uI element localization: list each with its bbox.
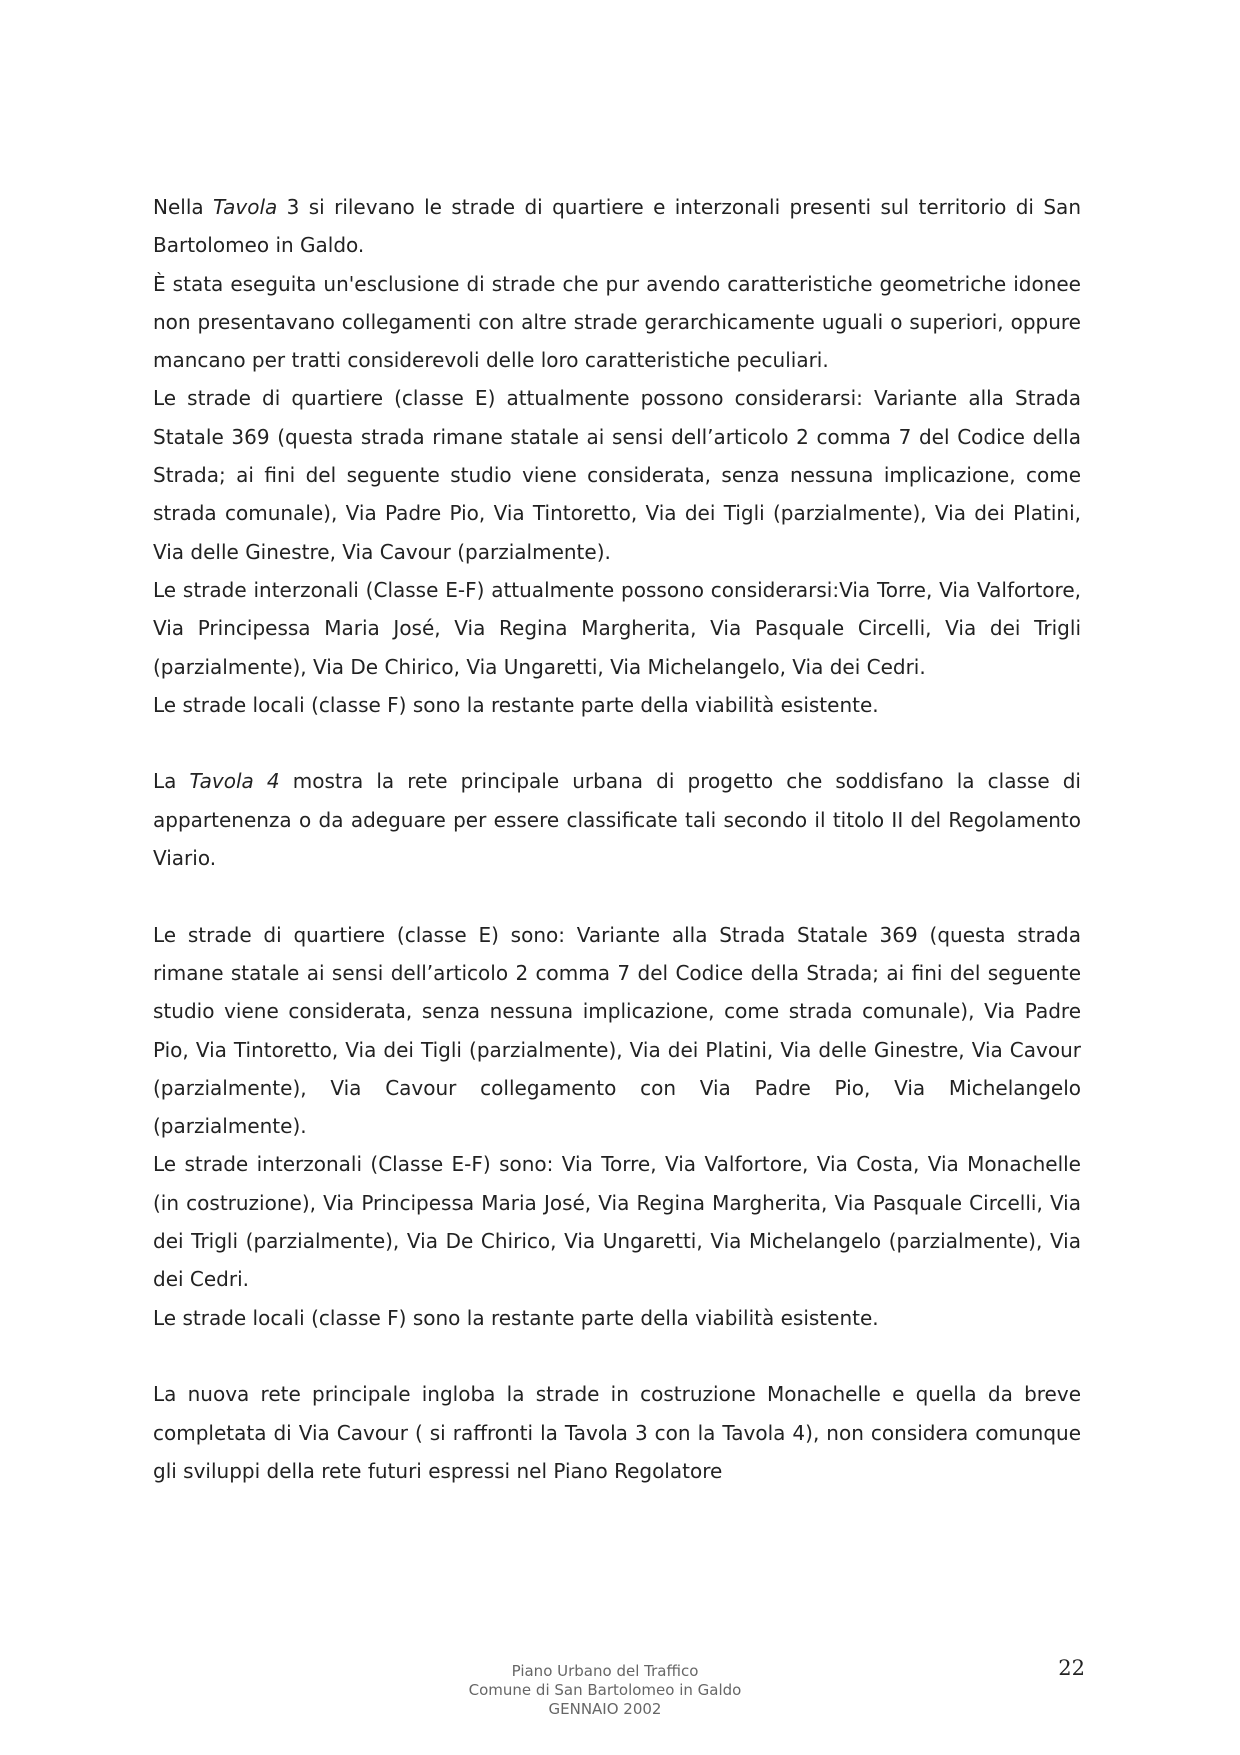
paragraph-strade-quartiere-progetto: Le strade di quartiere (classe E) sono: Variante alla Strada Statale 369 (questa strada rimane statale ai sensi dell’articolo 2 comma 7 del Codice della Strada; ai fini del seguente studio viene considerata, senza nessuna implicazione, come strada comunale), Via Padre Pio, Via Tintoretto, Via dei Tigli (parzialmente), Via dei Platini, Via delle Ginestre, Via Cavour (parzialmente), Via Cavour collegamento con Via Padre Pio, Via Michelangelo (parzialmente). xyxy=(153,922,1081,1139)
paragraph-strade-locali-progetto: Le strade locali (classe F) sono la restante parte della viabilità esistente. xyxy=(153,1305,879,1330)
footer-date: GENNAIO 2002 xyxy=(548,1700,662,1718)
footer-municipality: Comune di San Bartolomeo in Galdo xyxy=(468,1681,742,1699)
paragraph-spacer xyxy=(153,877,1081,915)
paragraph-strade-quartiere-attuali: Le strade di quartiere (classe E) attualmente possono considerarsi: Variante alla Strada Statale 369 (questa strada rimane statale ai sensi dell’articolo 2 comma 7 del Codice della Strada; ai fini del seguente studio viene considerata, senza nessuna implicazione, come strada comunale), Via Padre Pio, Via Tintoretto, Via dei Tigli (parzialmente), Via dei Platini, Via delle Ginestre, Via Cavour (parzialmente). xyxy=(153,386,1081,564)
paragraph-spacer xyxy=(153,1337,1081,1375)
text-run: Nella xyxy=(153,195,214,219)
paragraph-tavola-4 xyxy=(153,762,1081,877)
body-text xyxy=(153,188,1081,1490)
emphasis-text: Tavola 4 xyxy=(189,769,280,794)
paragraph-nuova-rete: La nuova rete principale ingloba la strade in costruzione Monachelle e quella da breve completata di Via Cavour ( si raffronti la Tavola 3 con la Tavola 4), non considera comunque gli sviluppi della rete futuri espressi nel Piano Regolatore xyxy=(153,1382,1081,1483)
paragraph-strade-locali-attuali: Le strade locali (classe F) sono la restante parte della viabilità esistente. xyxy=(153,692,879,717)
text-run: mostra la rete principale urbana di progetto che soddisfano la classe di appartenenza o da adeguare per essere classificate tali secondo il titolo II del Regolamento Viario. xyxy=(153,769,1081,871)
paragraph-tavola-3 xyxy=(153,188,1081,265)
paragraph-esclusione: È stata eseguita un'esclusione di strade che pur avendo caratteristiche geometriche idonee non presentavano collegamenti con altre strade gerarchicamente uguali o superiori, oppure mancano per tratti considerevoli delle loro caratteristiche peculiari. xyxy=(153,271,1081,373)
paragraph-strade-interzonali-attuali: Le strade interzonali (Classe E-F) attualmente possono considerarsi:Via Torre, Via Valfortore, Via Principessa Maria José, Via Regina Margherita, Via Pasquale Circelli, Via dei Trigli (parzialmente), Via De Chirico, Via Ungaretti, Via Michelangelo, Via dei Cedri. xyxy=(153,577,1081,679)
emphasis-text: Tavola xyxy=(213,195,278,219)
page-number: 22 xyxy=(1058,1656,1085,1680)
text-run: 3 si rilevano le strade di quartiere e interzonali presenti sul territorio di San Bartolomeo in Galdo. xyxy=(153,195,1081,258)
paragraph-spacer xyxy=(153,724,1081,762)
text-run: La xyxy=(153,769,190,794)
paragraph-strade-interzonali-progetto: Le strade interzonali (Classe E-F) sono: Via Torre, Via Valfortore, Via Costa, Via Monachelle (in costruzione), Via Principessa Maria José, Via Regina Margherita, Via Pasquale Circelli, Via dei Trigli (parzialmente), Via De Chirico, Via Ungaretti, Via Michelangelo (parzialmente), Via dei Cedri. xyxy=(153,1152,1081,1292)
page-footer xyxy=(440,1662,770,1719)
footer-title: Piano Urbano del Traffico xyxy=(511,1662,699,1680)
